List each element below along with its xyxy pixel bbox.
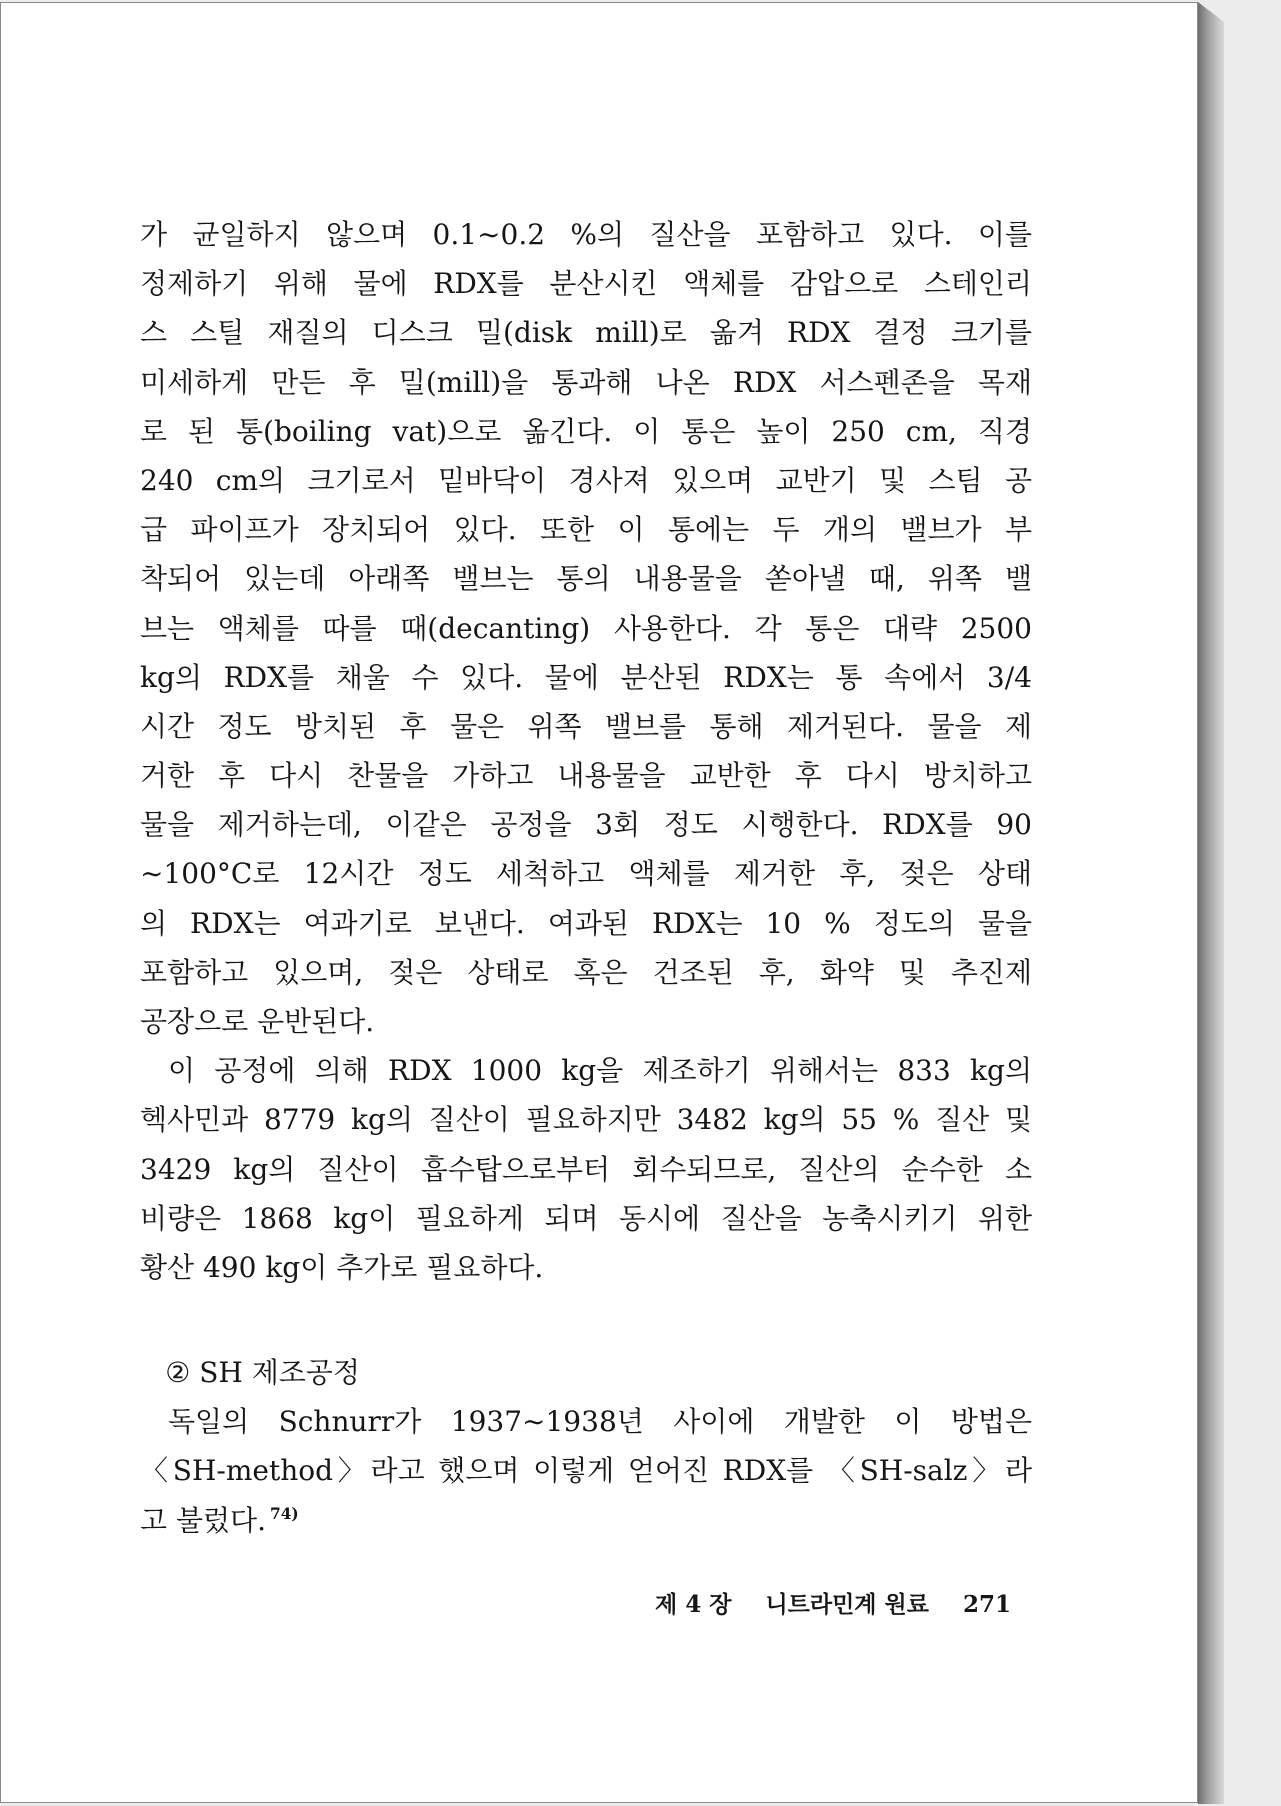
text-line: 공장으로 운반된다. [140, 1005, 375, 1038]
footnote-reference: 74) [270, 1505, 299, 1524]
text-line: 가 균일하지 않으며 0.1∼0.2 %의 질산을 포함하고 있다. 이를 [140, 218, 1032, 251]
text-line: 비량은 1868 kg이 필요하게 되며 동시에 질산을 농축시키기 위한 [140, 1201, 1032, 1235]
text-line: 정제하기 위해 물에 RDX를 분산시킨 액체를 감압으로 스테인리 [140, 267, 1032, 301]
text-line: 독일의 Schnurr가 1937∼1938년 사이에 개발한 이 방법은 [168, 1405, 1032, 1439]
text-line: kg의 RDX를 채울 수 있다. 물에 분산된 RDX는 통 속에서 3/4 [140, 660, 1032, 694]
text-line: 미세하게 만든 후 밀(mill)을 통과해 나온 RDX 서스펜존을 목재 [140, 365, 1032, 399]
text-line: 급 파이프가 장치되어 있다. 또한 이 통에는 두 개의 밸브가 부 [140, 513, 1032, 547]
text-line: 포함하고 있으며, 젖은 상태로 혹은 건조된 후, 화약 및 추진제 [140, 955, 1032, 989]
text-line: 헥사민과 8779 kg의 질산이 필요하지만 3482 kg의 55 % 질산 및 [140, 1103, 1032, 1137]
text-line: 스 스틸 재질의 디스크 밀(disk mill)로 옮겨 RDX 결정 크기를 [140, 316, 1032, 350]
page-edge-shadow [1198, 2, 1224, 1804]
text-line: 240 cm의 크기로서 밑바닥이 경사져 있으며 교반기 및 스팀 공 [140, 463, 1032, 497]
text-line: 3429 kg의 질산이 흡수탑으로부터 회수되므로, 질산의 순수한 소 [140, 1152, 1032, 1186]
text-line: 이 공정에 의해 RDX 1000 kg을 제조하기 위해서는 833 kg의 [168, 1054, 1032, 1088]
text-line: 〈SH-method〉라고 했으며 이렇게 얻어진 RDX를 〈SH-salz〉라 [140, 1454, 1032, 1488]
paragraph [140, 1046, 1032, 1292]
text-line: 물을 제거하는데, 이같은 공정을 3회 정도 시행한다. RDX를 90 [140, 808, 1032, 842]
text-line: 의 RDX는 여과기로 보낸다. 여과된 RDX는 10 % 정도의 물을 [140, 906, 1032, 940]
section-sh-process [140, 1348, 1032, 1545]
paragraph [140, 1397, 1032, 1545]
text-line: 로 된 통(boiling vat)으로 옮긴다. 이 통은 높이 250 cm, 직경 [140, 414, 1032, 448]
text-line: 거한 후 다시 찬물을 가하고 내용물을 교반한 후 다시 방치하고 [140, 759, 1032, 793]
text-line [140, 1496, 1032, 1545]
footer-title: 니트라민계 원료 [765, 1591, 929, 1618]
paragraph [140, 210, 1032, 1046]
text-line-content: 고 불렀다. [140, 1503, 266, 1537]
running-footer [655, 1590, 1011, 1620]
text-line: 시간 정도 방치된 후 물은 위쪽 밸브를 통해 제거된다. 물을 제 [140, 709, 1032, 743]
body-text [140, 210, 1032, 1292]
page-number: 271 [962, 1591, 1011, 1618]
text-line: 브는 액체를 따를 때(decanting) 사용한다. 각 통은 대략 2500 [140, 611, 1032, 645]
text-line: ∼100°C로 12시간 정도 세척하고 액체를 제거한 후, 젖은 상태 [140, 857, 1032, 891]
section-heading: ② SH 제조공정 [165, 1356, 360, 1389]
text-line: 황산 490 kg이 추가로 필요하다. [140, 1250, 544, 1284]
footer-chapter: 제 4 장 [654, 1591, 732, 1618]
text-line: 착되어 있는데 아래쪽 밸브는 통의 내용물을 쏟아낼 때, 위쪽 밸 [140, 562, 1032, 596]
